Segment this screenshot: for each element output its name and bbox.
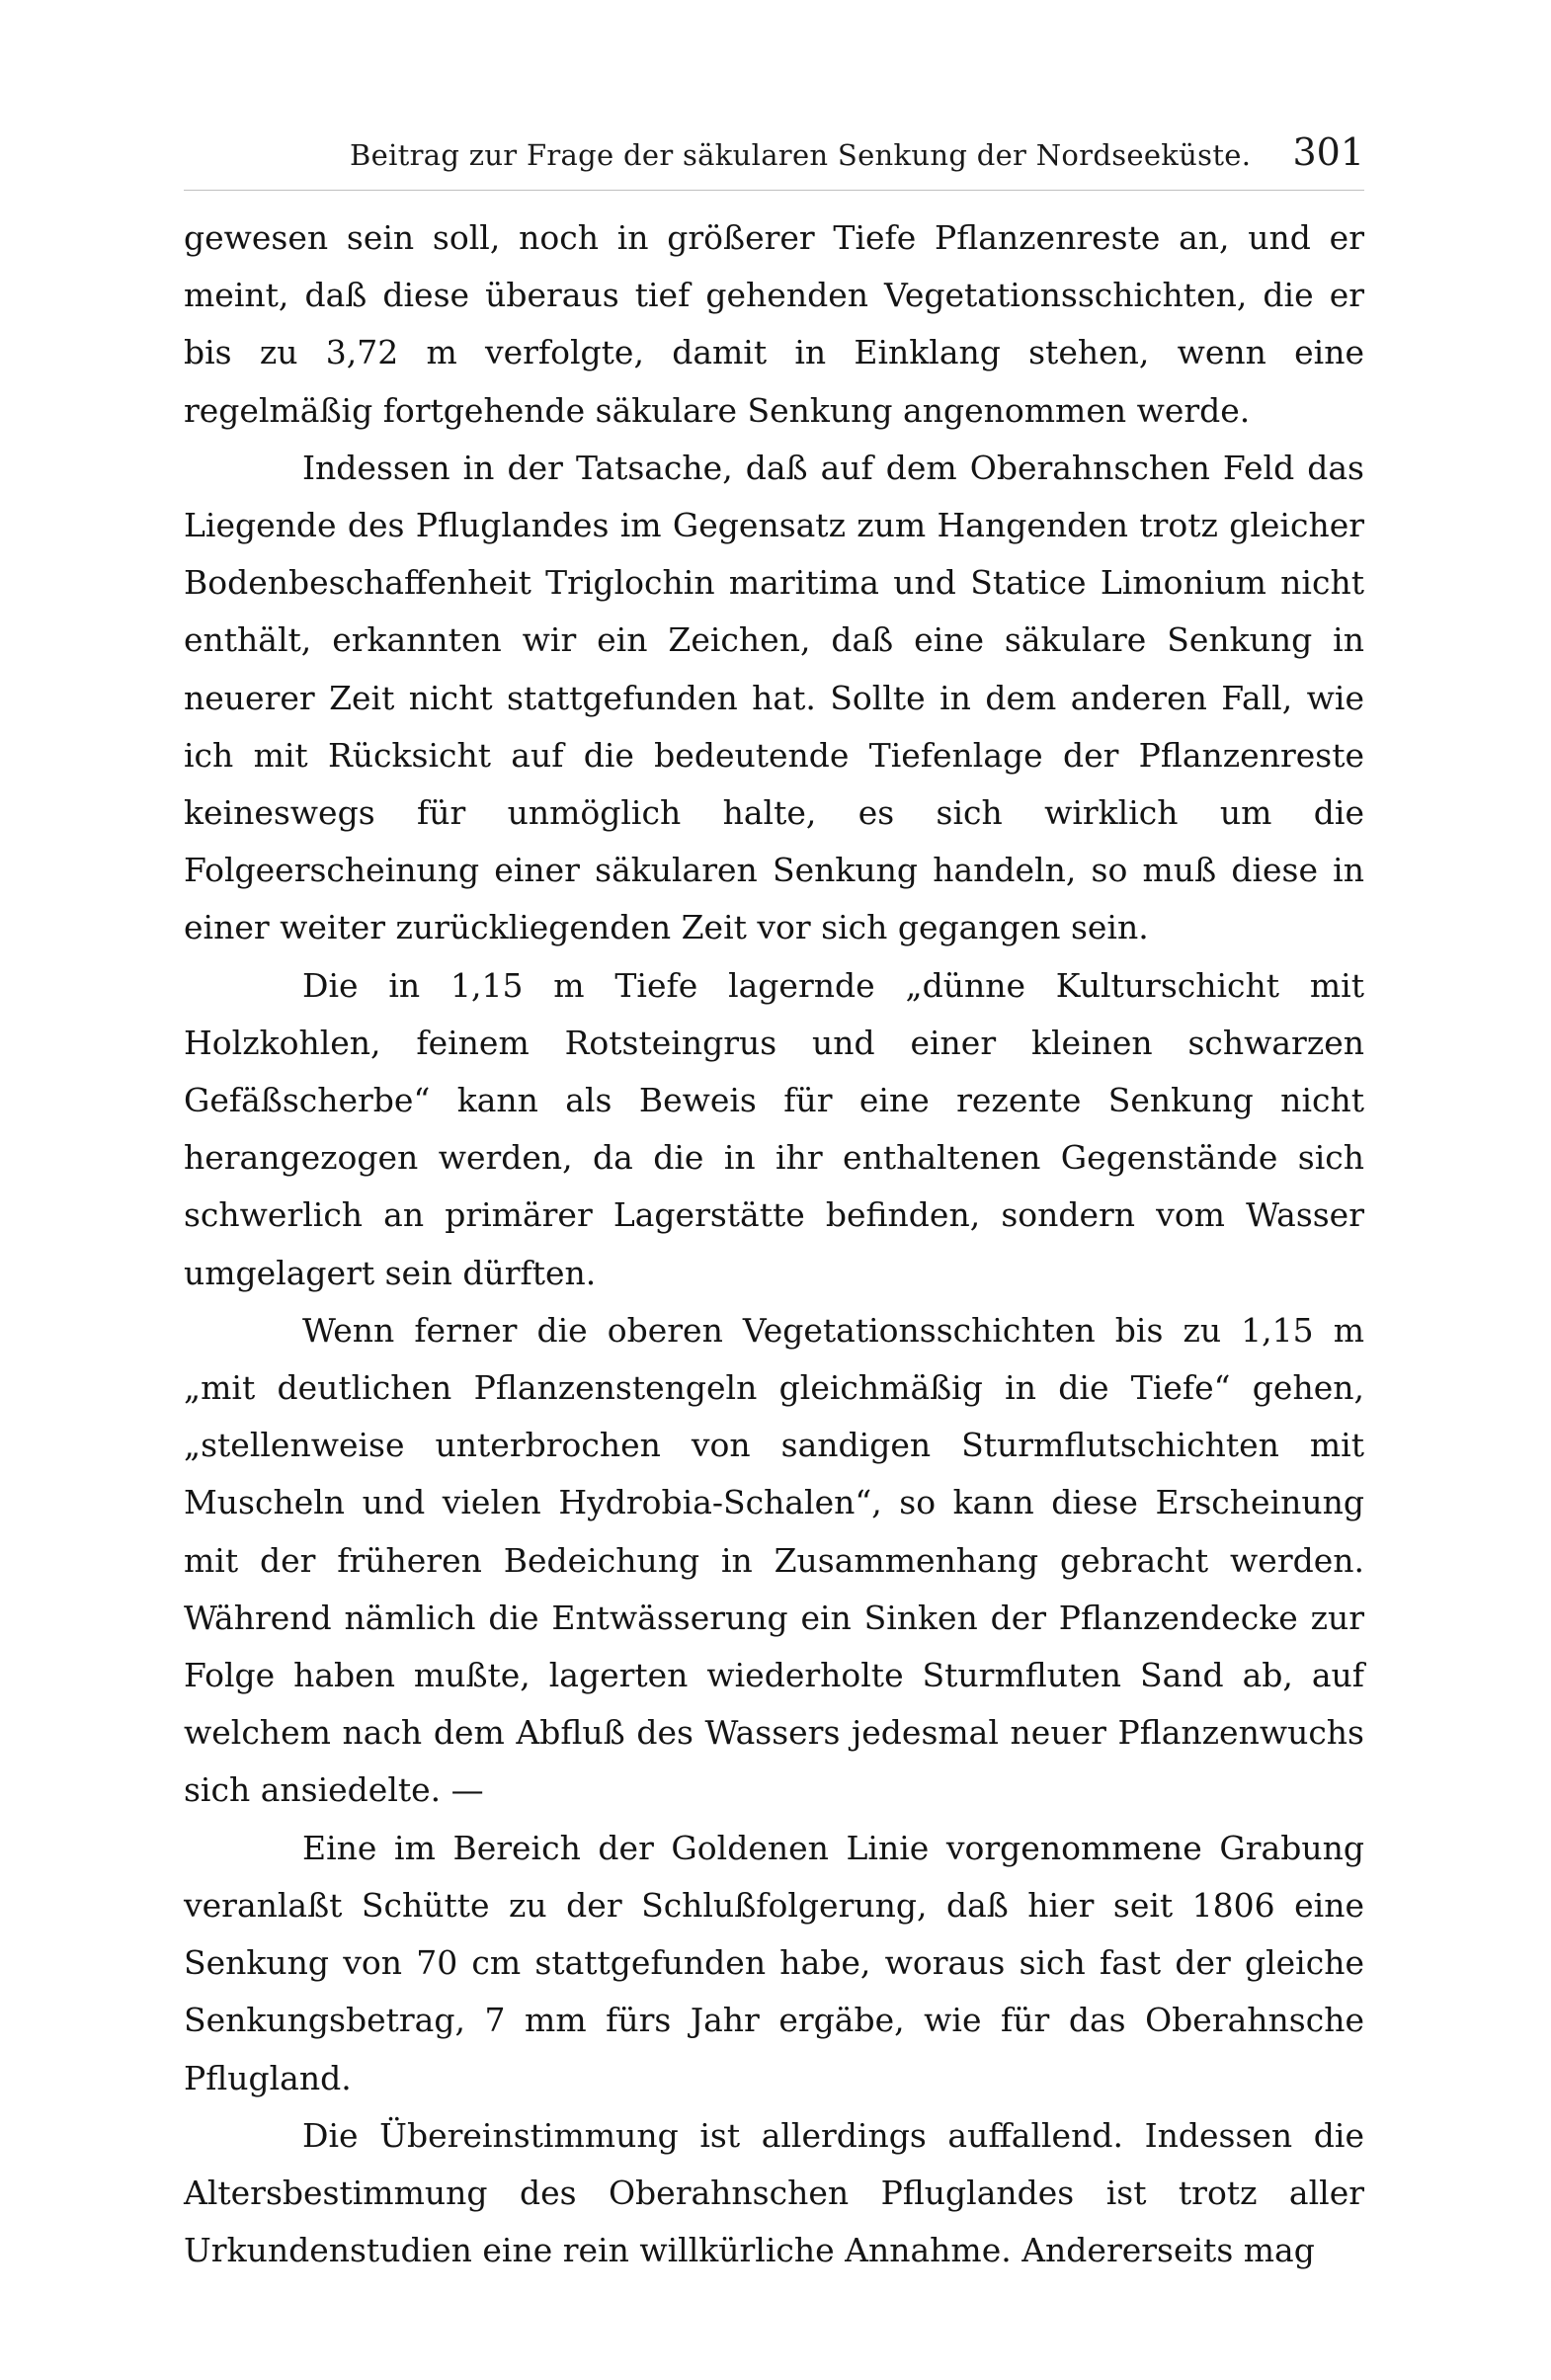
header-divider bbox=[184, 190, 1364, 191]
paragraph-6: Die Übereinstimmung ist allerdings auffallend. Indessen die Altersbestimmung des Oberahnschen Pfluglandes ist trotz aller Urkundenstudien eine rein willkürliche Annahme. Andererseits mag bbox=[184, 2115, 1364, 2270]
paragraph-4: Wenn ferner die oberen Vegetationsschichten bis zu 1,15 m „mit deutlichen Pflanzenstengeln gleichmäßig in die Tiefe“ gehen, „stellenweise unterbrochen von sandigen Sturmflutschichten mit Muscheln und vielen Hydrobia-Schalen“, so kann diese Erscheinung mit der früheren Bedeichung in Zusammenhang gebracht werden. Während nämlich die Entwässerung ein Sinken der Pflanzendecke zur Folge haben mußte, lagerten wiederholte Sturmfluten Sand ab, auf welchem nach dem Abfluß des Wassers jedesmal neuer Pflanzenwuchs sich ansiedelte. — bbox=[184, 1310, 1364, 1810]
paragraph-5: Eine im Bereich der Goldenen Linie vorgenommene Grabung veranlaßt Schütte zu der Schlußfolgerung, daß hier seit 1806 eine Senkung von 70 cm stattgefunden habe, woraus sich fast der gleiche Senkungsbetrag, 7 mm fürs Jahr ergäbe, wie für das Oberahnsche Pflugland. bbox=[184, 1828, 1364, 2097]
paragraph-1: gewesen sein soll, noch in größerer Tiefe Pflanzenreste an, und er meint, daß diese überaus tief gehenden Vegetationsschichten, die er bis zu 3,72 m verfolgte, damit in Einklang stehen, wenn eine regelmäßig fortgehende säkulare Senkung angenommen werde. bbox=[184, 218, 1364, 430]
page-header bbox=[184, 130, 1364, 178]
body-text bbox=[184, 209, 1364, 2279]
paragraph-2: Indessen in der Tatsache, daß auf dem Oberahnschen Feld das Liegende des Pfluglandes im Gegensatz zum Hangenden trotz gleicher Bodenbeschaffenheit Triglochin maritima und Statice Limonium nicht enthält, erkannten wir ein Zeichen, daß eine säkulare Senkung in neuerer Zeit nicht stattgefunden hat. Sollte in dem anderen Fall, wie ich mit Rücksicht auf die bedeutende Tiefenlage der Pflanzenreste keineswegs für unmöglich halte, es sich wirklich um die Folgeerscheinung einer säkularen Senkung handeln, so muß diese in einer weiter zurückliegenden Zeit vor sich gegangen sein. bbox=[184, 448, 1364, 947]
running-title: Beitrag zur Frage der säkularen Senkung der Nordseeküste. bbox=[350, 138, 1252, 172]
page-number: 301 bbox=[1292, 130, 1364, 174]
paragraph-3: Die in 1,15 m Tiefe lagernde „dünne Kulturschicht mit Holzkohlen, feinem Rotsteingrus und einer kleinen schwarzen Gefäßscherbe“ kann als Beweis für eine rezente Senkung nicht herangezogen werden, da die in ihr enthaltenen Gegenstände sich schwerlich an primärer Lagerstätte befinden, sondern vom Wasser umgelagert sein dürften. bbox=[184, 965, 1364, 1292]
